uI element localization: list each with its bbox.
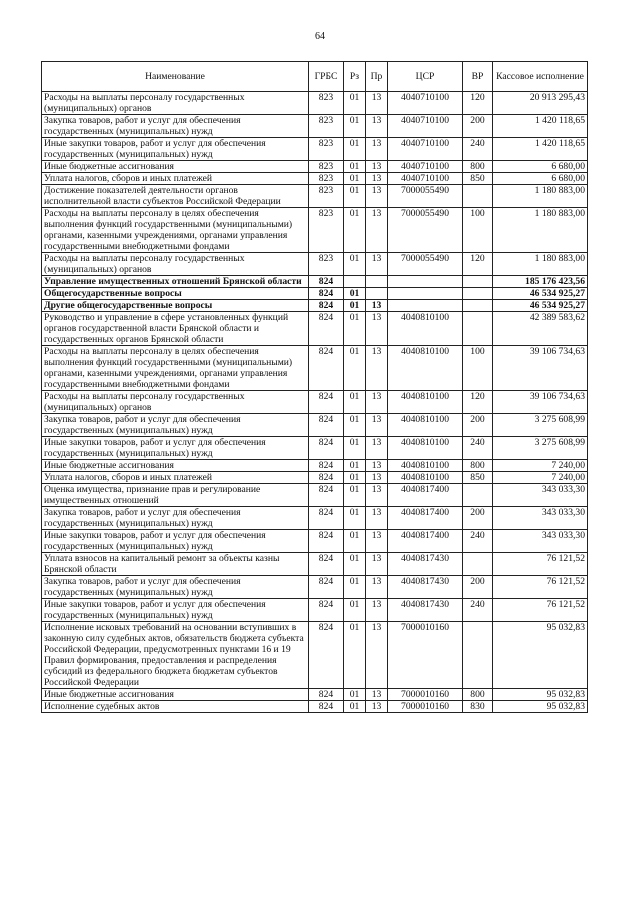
cell-csr: 4040710100 <box>388 115 463 138</box>
cell-grbs: 824 <box>309 553 344 576</box>
column-header-sum: Кассовое исполнение <box>493 62 588 92</box>
cell-csr <box>388 300 463 312</box>
cell-grbs: 824 <box>309 300 344 312</box>
table-row <box>42 689 588 701</box>
cell-vr: 100 <box>463 346 493 391</box>
cell-vr <box>463 622 493 689</box>
cell-sum: 46 534 925,27 <box>493 288 588 300</box>
cell-rz: 01 <box>344 138 366 161</box>
cell-pr: 13 <box>366 576 388 599</box>
cell-vr <box>463 553 493 576</box>
cell-rz: 01 <box>344 161 366 173</box>
cell-vr: 120 <box>463 92 493 115</box>
cell-rz: 01 <box>344 689 366 701</box>
table-row <box>42 576 588 599</box>
cell-csr: 4040710100 <box>388 92 463 115</box>
cell-pr: 13 <box>366 507 388 530</box>
cell-name: Уплата налогов, сборов и иных платежей <box>42 173 309 185</box>
cell-name: Расходы на выплаты персоналу государственных (муниципальных) органов <box>42 391 309 414</box>
cell-vr: 850 <box>463 173 493 185</box>
cell-pr: 13 <box>366 300 388 312</box>
cell-rz: 01 <box>344 185 366 208</box>
cell-vr <box>463 484 493 507</box>
table-row <box>42 288 588 300</box>
cell-vr: 120 <box>463 253 493 276</box>
cell-name: Иные бюджетные ассигнования <box>42 689 309 701</box>
cell-name: Руководство и управление в сфере установленных функций органов государственной власти Брянской области и государственных органов Брянской области <box>42 312 309 346</box>
cell-sum: 343 033,30 <box>493 507 588 530</box>
cell-grbs: 824 <box>309 689 344 701</box>
cell-grbs: 824 <box>309 312 344 346</box>
cell-name: Другие общегосударственные вопросы <box>42 300 309 312</box>
cell-pr: 13 <box>366 622 388 689</box>
cell-name: Иные бюджетные ассигнования <box>42 460 309 472</box>
cell-name: Иные закупки товаров, работ и услуг для обеспечения государственных (муниципальных) нужд <box>42 437 309 460</box>
cell-sum: 95 032,83 <box>493 689 588 701</box>
cell-grbs: 824 <box>309 414 344 437</box>
cell-sum: 95 032,83 <box>493 622 588 689</box>
cell-csr: 4040810100 <box>388 346 463 391</box>
cell-csr: 4040810100 <box>388 437 463 460</box>
cell-pr: 13 <box>366 553 388 576</box>
cell-csr: 4040710100 <box>388 173 463 185</box>
cell-csr: 7000055490 <box>388 253 463 276</box>
cell-pr: 13 <box>366 346 388 391</box>
table-row <box>42 460 588 472</box>
cell-sum: 95 032,83 <box>493 701 588 713</box>
column-header-grbs: ГРБС <box>309 62 344 92</box>
cell-vr: 800 <box>463 161 493 173</box>
cell-sum: 39 106 734,63 <box>493 391 588 414</box>
cell-sum: 6 680,00 <box>493 173 588 185</box>
cell-csr: 4040817430 <box>388 576 463 599</box>
cell-name: Расходы на выплаты персоналу в целях обеспечения выполнения функций государственными (муниципальными) органами, казенными учреждениями, органами управления государственными внебюджетными фондами <box>42 346 309 391</box>
cell-sum: 1 180 883,00 <box>493 253 588 276</box>
page-number: 64 <box>315 31 325 42</box>
cell-pr: 13 <box>366 701 388 713</box>
cell-name: Закупка товаров, работ и услуг для обеспечения государственных (муниципальных) нужд <box>42 507 309 530</box>
cell-grbs: 823 <box>309 115 344 138</box>
cell-vr: 850 <box>463 472 493 484</box>
cell-name: Общегосударственные вопросы <box>42 288 309 300</box>
cell-sum: 1 420 118,65 <box>493 115 588 138</box>
cell-grbs: 824 <box>309 507 344 530</box>
cell-grbs: 824 <box>309 346 344 391</box>
cell-grbs: 824 <box>309 288 344 300</box>
cell-rz: 01 <box>344 472 366 484</box>
cell-pr: 13 <box>366 689 388 701</box>
table-row <box>42 312 588 346</box>
cell-grbs: 824 <box>309 530 344 553</box>
cell-pr <box>366 276 388 288</box>
cell-rz <box>344 276 366 288</box>
cell-name: Иные бюджетные ассигнования <box>42 161 309 173</box>
cell-csr: 4040817400 <box>388 484 463 507</box>
cell-sum: 76 121,52 <box>493 599 588 622</box>
cell-vr <box>463 300 493 312</box>
table-row <box>42 253 588 276</box>
cell-vr <box>463 312 493 346</box>
cell-grbs: 824 <box>309 484 344 507</box>
cell-name: Расходы на выплаты персоналу государственных (муниципальных) органов <box>42 92 309 115</box>
cell-pr: 13 <box>366 599 388 622</box>
cell-grbs: 824 <box>309 701 344 713</box>
cell-rz: 01 <box>344 414 366 437</box>
cell-grbs: 824 <box>309 276 344 288</box>
cell-grbs: 824 <box>309 599 344 622</box>
cell-csr: 4040810100 <box>388 472 463 484</box>
cell-pr: 13 <box>366 138 388 161</box>
cell-name: Закупка товаров, работ и услуг для обеспечения государственных (муниципальных) нужд <box>42 576 309 599</box>
cell-rz: 01 <box>344 622 366 689</box>
cell-vr: 100 <box>463 208 493 253</box>
cell-csr: 4040817400 <box>388 530 463 553</box>
cell-rz: 01 <box>344 599 366 622</box>
cell-rz: 01 <box>344 576 366 599</box>
cell-csr: 4040817430 <box>388 553 463 576</box>
cell-csr: 4040810100 <box>388 312 463 346</box>
cell-rz: 01 <box>344 92 366 115</box>
cell-sum: 20 913 295,43 <box>493 92 588 115</box>
table-row <box>42 553 588 576</box>
cell-pr: 13 <box>366 115 388 138</box>
table-row <box>42 599 588 622</box>
cell-name: Закупка товаров, работ и услуг для обеспечения государственных (муниципальных) нужд <box>42 115 309 138</box>
cell-sum: 7 240,00 <box>493 472 588 484</box>
column-header-name: Наименование <box>42 62 309 92</box>
cell-pr: 13 <box>366 92 388 115</box>
cell-rz: 01 <box>344 391 366 414</box>
cell-csr: 7000055490 <box>388 208 463 253</box>
table-row <box>42 472 588 484</box>
cell-vr <box>463 185 493 208</box>
table-row <box>42 622 588 689</box>
table-row <box>42 92 588 115</box>
cell-sum: 76 121,52 <box>493 576 588 599</box>
cell-name: Достижение показателей деятельности органов исполнительной власти субъектов Российской Федерации <box>42 185 309 208</box>
cell-sum: 3 275 608,99 <box>493 414 588 437</box>
cell-sum: 42 389 583,62 <box>493 312 588 346</box>
cell-pr: 13 <box>366 414 388 437</box>
cell-rz: 01 <box>344 346 366 391</box>
cell-sum: 1 180 883,00 <box>493 185 588 208</box>
cell-grbs: 824 <box>309 622 344 689</box>
cell-vr: 240 <box>463 138 493 161</box>
cell-pr: 13 <box>366 460 388 472</box>
cell-sum: 76 121,52 <box>493 553 588 576</box>
table-row <box>42 300 588 312</box>
cell-vr: 240 <box>463 599 493 622</box>
cell-vr: 240 <box>463 437 493 460</box>
cell-rz: 01 <box>344 288 366 300</box>
cell-pr: 13 <box>366 391 388 414</box>
table-row <box>42 507 588 530</box>
cell-csr: 4040710100 <box>388 161 463 173</box>
cell-grbs: 823 <box>309 185 344 208</box>
table-row <box>42 484 588 507</box>
table-row <box>42 138 588 161</box>
cell-pr: 13 <box>366 161 388 173</box>
cell-grbs: 824 <box>309 391 344 414</box>
cell-pr: 13 <box>366 530 388 553</box>
cell-pr: 13 <box>366 437 388 460</box>
cell-name: Исполнение судебных актов <box>42 701 309 713</box>
table-row <box>42 414 588 437</box>
cell-vr: 200 <box>463 115 493 138</box>
cell-sum: 343 033,30 <box>493 484 588 507</box>
cell-csr: 4040810100 <box>388 414 463 437</box>
cell-rz: 01 <box>344 208 366 253</box>
cell-sum: 1 420 118,65 <box>493 138 588 161</box>
cell-rz: 01 <box>344 173 366 185</box>
cell-pr: 13 <box>366 472 388 484</box>
cell-name: Иные закупки товаров, работ и услуг для обеспечения государственных (муниципальных) нужд <box>42 599 309 622</box>
cell-grbs: 824 <box>309 437 344 460</box>
cell-grbs: 823 <box>309 253 344 276</box>
cell-csr: 4040810100 <box>388 391 463 414</box>
cell-rz: 01 <box>344 530 366 553</box>
table-row <box>42 161 588 173</box>
cell-vr <box>463 276 493 288</box>
column-header-csr: ЦСР <box>388 62 463 92</box>
cell-name: Иные закупки товаров, работ и услуг для обеспечения государственных (муниципальных) нужд <box>42 530 309 553</box>
cell-rz: 01 <box>344 437 366 460</box>
cell-rz: 01 <box>344 507 366 530</box>
cell-rz: 01 <box>344 312 366 346</box>
cell-grbs: 823 <box>309 161 344 173</box>
cell-grbs: 824 <box>309 576 344 599</box>
cell-vr <box>463 288 493 300</box>
cell-name: Закупка товаров, работ и услуг для обеспечения государственных (муниципальных) нужд <box>42 414 309 437</box>
cell-pr: 13 <box>366 484 388 507</box>
cell-sum: 185 176 423,56 <box>493 276 588 288</box>
table-row <box>42 276 588 288</box>
cell-grbs: 823 <box>309 92 344 115</box>
column-header-pr: Пр <box>366 62 388 92</box>
cell-name: Управление имущественных отношений Брянской области <box>42 276 309 288</box>
column-header-rz: Рз <box>344 62 366 92</box>
cell-csr: 4040817400 <box>388 507 463 530</box>
cell-sum: 39 106 734,63 <box>493 346 588 391</box>
cell-sum: 343 033,30 <box>493 530 588 553</box>
cell-grbs: 824 <box>309 472 344 484</box>
cell-csr: 4040810100 <box>388 460 463 472</box>
budget-execution-table <box>41 61 588 713</box>
cell-name: Уплата взносов на капитальный ремонт за объекты казны Брянской области <box>42 553 309 576</box>
table-row <box>42 391 588 414</box>
cell-grbs: 823 <box>309 138 344 161</box>
cell-rz: 01 <box>344 701 366 713</box>
cell-name: Оценка имущества, признание прав и регулирование имущественных отношений <box>42 484 309 507</box>
table-row <box>42 208 588 253</box>
cell-vr: 120 <box>463 391 493 414</box>
cell-sum: 1 180 883,00 <box>493 208 588 253</box>
cell-vr: 800 <box>463 689 493 701</box>
cell-rz: 01 <box>344 300 366 312</box>
cell-pr <box>366 288 388 300</box>
cell-rz: 01 <box>344 484 366 507</box>
table-body <box>42 92 588 713</box>
table-row <box>42 437 588 460</box>
cell-sum: 7 240,00 <box>493 460 588 472</box>
cell-grbs: 824 <box>309 460 344 472</box>
cell-rz: 01 <box>344 460 366 472</box>
cell-pr: 13 <box>366 185 388 208</box>
cell-rz: 01 <box>344 253 366 276</box>
cell-vr: 200 <box>463 414 493 437</box>
cell-csr: 7000055490 <box>388 185 463 208</box>
cell-rz: 01 <box>344 115 366 138</box>
cell-csr: 4040710100 <box>388 138 463 161</box>
cell-name: Расходы на выплаты персоналу в целях обеспечения выполнения функций государственными (муниципальными) органами, казенными учреждениями, органами управления государственными внебюджетными фондами <box>42 208 309 253</box>
table-row <box>42 346 588 391</box>
cell-csr: 7000010160 <box>388 622 463 689</box>
table-header-row <box>42 62 588 92</box>
cell-name: Уплата налогов, сборов и иных платежей <box>42 472 309 484</box>
cell-grbs: 823 <box>309 208 344 253</box>
cell-csr <box>388 288 463 300</box>
table-row <box>42 173 588 185</box>
table-row <box>42 530 588 553</box>
table-row <box>42 701 588 713</box>
cell-name: Расходы на выплаты персоналу государственных (муниципальных) органов <box>42 253 309 276</box>
cell-grbs: 823 <box>309 173 344 185</box>
cell-rz: 01 <box>344 553 366 576</box>
cell-name: Исполнение исковых требований на основании вступивших в законную силу судебных актов, обязательств бюджета субъекта Российской Федерации, предусмотренных пунктами 16 и 19 Правил формирования, предоставления и распределения субсидий из федерального бюджета бюджетам субъектов Российской Федерации <box>42 622 309 689</box>
cell-vr: 240 <box>463 530 493 553</box>
cell-vr: 200 <box>463 507 493 530</box>
cell-vr: 200 <box>463 576 493 599</box>
cell-sum: 3 275 608,99 <box>493 437 588 460</box>
cell-csr: 7000010160 <box>388 689 463 701</box>
cell-name: Иные закупки товаров, работ и услуг для обеспечения государственных (муниципальных) нужд <box>42 138 309 161</box>
cell-sum: 6 680,00 <box>493 161 588 173</box>
table-row <box>42 185 588 208</box>
cell-vr: 800 <box>463 460 493 472</box>
cell-csr: 4040817430 <box>388 599 463 622</box>
cell-pr: 13 <box>366 173 388 185</box>
cell-csr: 7000010160 <box>388 701 463 713</box>
cell-sum: 46 534 925,27 <box>493 300 588 312</box>
cell-pr: 13 <box>366 253 388 276</box>
cell-vr: 830 <box>463 701 493 713</box>
column-header-vr: ВР <box>463 62 493 92</box>
cell-csr <box>388 276 463 288</box>
cell-pr: 13 <box>366 208 388 253</box>
table-row <box>42 115 588 138</box>
cell-pr: 13 <box>366 312 388 346</box>
